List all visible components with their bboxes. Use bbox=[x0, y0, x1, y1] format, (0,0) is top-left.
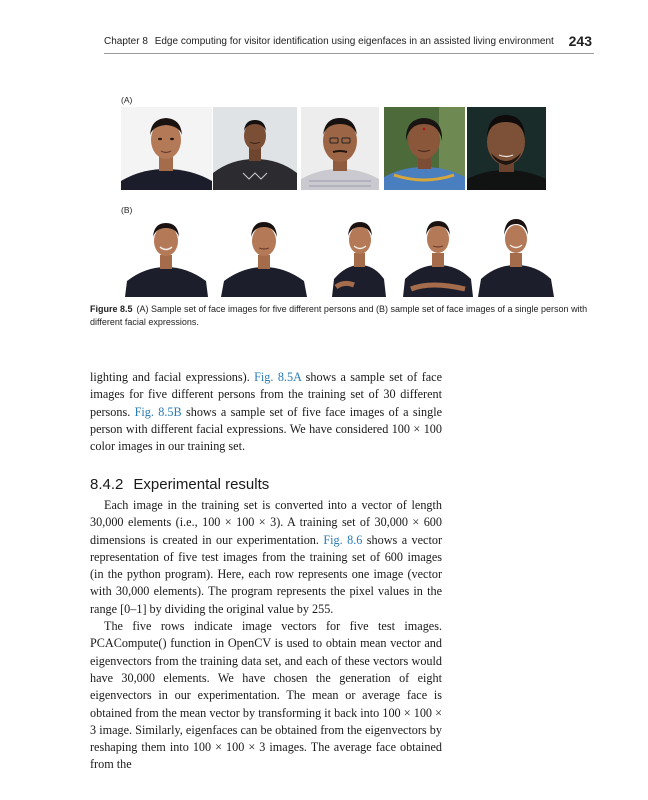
face-photo-expression-3 bbox=[330, 215, 388, 297]
para1-text-start: lighting and facial expressions). bbox=[90, 370, 255, 384]
page-number: 243 bbox=[568, 33, 592, 49]
figure-caption bbox=[90, 303, 590, 329]
figure-caption-text: (A) Sample set of face images for five different persons and (B) sample set of face images of a single person with different facial expressions. bbox=[90, 304, 588, 327]
body-paragraph-3: The five rows indicate image vectors for five test images. PCACompute() function in OpenCV is used to obtain mean vector and eigenvectors from the training data set, and each of these vectors would have 30,000 elements. We have chosen the generation of eight eigenvectors in our experimentation. The mean or average face is obtained from the mean vector by transforming it back into 100 × 100 × 3 image. Similarly, eigenfaces can be obtained from the eigenvectors by reshaping them into 100 × 100 × 3 images. The average face obtained from the bbox=[90, 619, 442, 772]
face-photo-expression-4 bbox=[401, 215, 475, 297]
panel-b-label: (B) bbox=[121, 205, 133, 215]
body-paragraph-1 bbox=[90, 369, 442, 455]
para1-text-middle: shows a sample set of face images for five different persons from the training set of 30 different persons. bbox=[90, 370, 442, 419]
figure-reference-8-5b[interactable]: Fig. 8.5B bbox=[134, 404, 182, 419]
figure-reference-8-6[interactable]: Fig. 8.6 bbox=[323, 532, 363, 547]
face-photo-expression-2 bbox=[217, 215, 311, 297]
para2-text-start: Each image in the training set is converted into a vector of length 30,000 elements (i.e., 100 × 100 × 3). A training set of 30,000 × 600 dimensions is created in our experimentation. bbox=[90, 498, 442, 547]
section-number: 8.4.2 bbox=[90, 476, 124, 493]
section-heading bbox=[90, 476, 269, 493]
para2-text-end: shows a vector representation of five test images from the training set of 600 images (in the python program). Here, each row represents one image (vector with 30,000 elements). The program represents the pixel values in the range [0–1] by dividing the original value by 255. bbox=[90, 532, 443, 616]
face-photo-person-2 bbox=[213, 107, 297, 190]
face-photo-expression-1 bbox=[121, 215, 212, 297]
section-title: Experimental results bbox=[133, 476, 270, 493]
body-section-text bbox=[90, 497, 442, 774]
panel-a-label: (A) bbox=[121, 95, 133, 105]
chapter-label: Chapter 8 bbox=[104, 36, 148, 47]
face-photo-person-1 bbox=[121, 107, 212, 190]
body-paragraph-2 bbox=[90, 497, 442, 618]
figure-number: Figure 8.5 bbox=[90, 304, 133, 314]
face-photo-person-3 bbox=[301, 107, 379, 190]
chapter-title: Edge computing for visitor identification using eigenfaces in an assisted living environment bbox=[154, 36, 554, 47]
face-photo-person-4 bbox=[384, 107, 465, 190]
para1-text-end: shows a sample set of five face images of a single person with different facial expressions. We have considered 100 × 100 color images in our training set. bbox=[90, 404, 442, 454]
header-rule bbox=[104, 53, 594, 54]
running-head bbox=[104, 33, 592, 54]
figure-reference-8-5a[interactable]: Fig. 8.5A bbox=[254, 370, 302, 384]
face-photo-person-5 bbox=[467, 107, 546, 190]
face-photo-expression-5 bbox=[476, 215, 556, 297]
